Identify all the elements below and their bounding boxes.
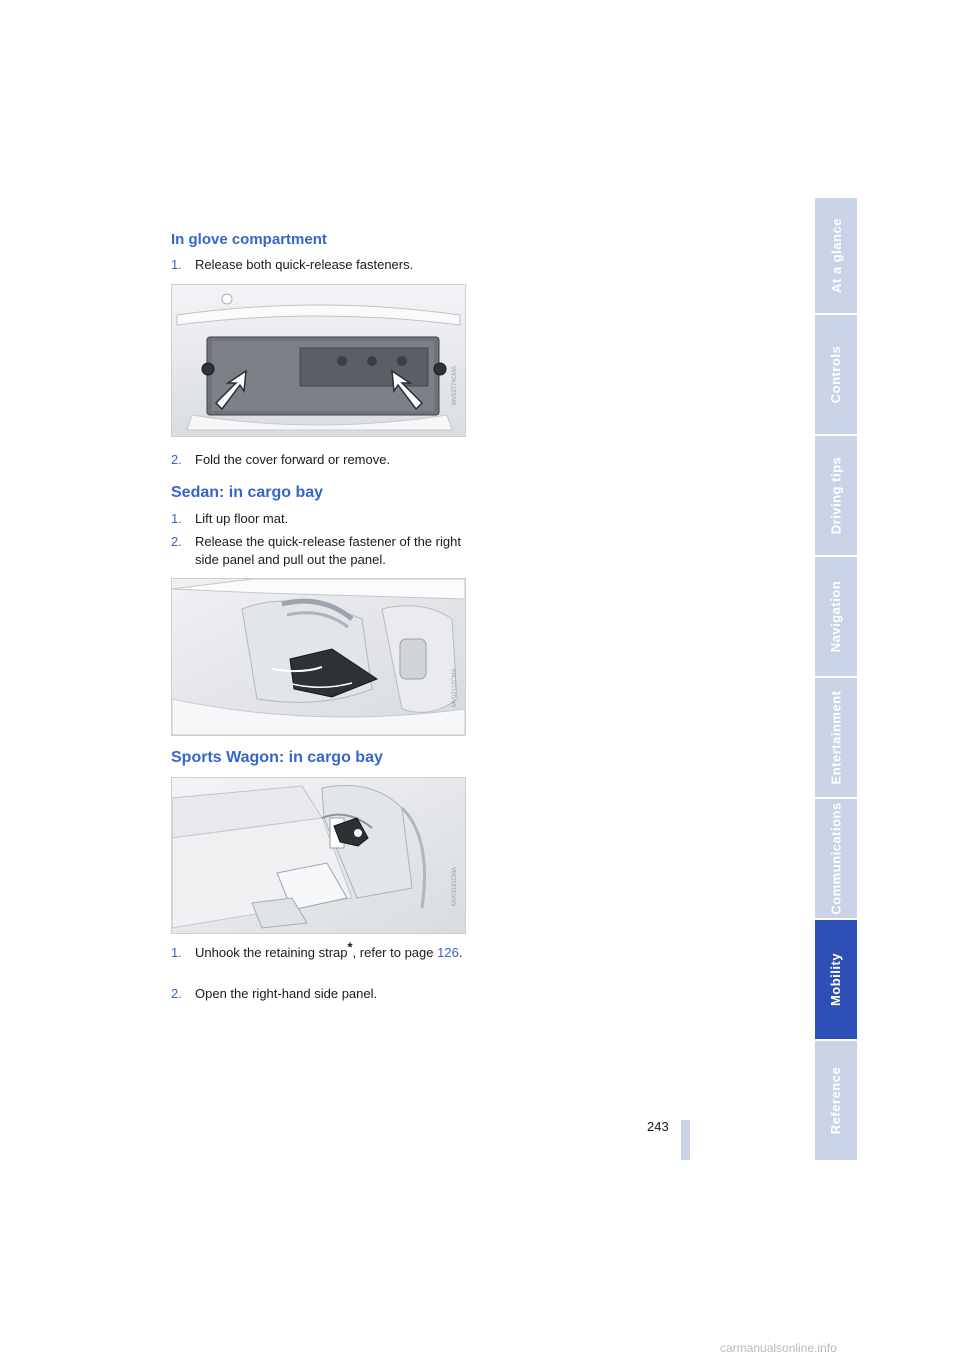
step-text: Release both quick-release fasteners. [195,257,414,272]
glove-compartment-illustration [172,285,465,436]
figure-code: MV02774CMA [452,365,458,405]
chapter-tabs [815,198,857,1160]
tab-label: At a glance [828,218,844,293]
step-text-part: . [458,945,463,960]
tab-driving-tips[interactable] [815,436,857,555]
step-number: 2. [171,986,182,1001]
step-text-part: Unhook the retaining strap [195,945,348,960]
step-number: 2. [171,534,182,549]
tab-mobility[interactable] [815,920,857,1039]
tab-at-a-glance[interactable] [815,198,857,313]
step-text: Open the right-hand side panel. [195,986,378,1001]
tab-label: Mobility [828,952,844,1007]
page-reference-link[interactable]: 126 [437,945,459,960]
step-text-part: , refer to page [352,945,438,960]
tab-communications[interactable] [815,799,857,918]
step-text: Fold the cover forward or remove. [195,452,391,467]
figure-code: MV02112CMA [452,668,458,707]
page-number-bar [681,1120,690,1160]
step-number: 1. [171,257,182,272]
page-number: 243 [647,1119,669,1134]
tab-label: Driving tips [828,456,844,535]
step-number: 1. [171,511,182,526]
sedan-cargo-bay-illustration [172,579,465,735]
tab-reference[interactable] [815,1041,857,1160]
tab-label: Navigation [828,580,844,653]
heading-sedan-cargo-bay: Sedan: in cargo bay [171,484,324,501]
tab-label: Communications [828,802,844,915]
tab-controls[interactable] [815,315,857,434]
tab-label: Controls [828,345,844,404]
tab-label: Entertainment [828,690,844,785]
figure-sports-wagon-cargo-bay [171,777,466,934]
sports-wagon-cargo-bay-illustration [172,778,465,933]
figure-glove-compartment [171,284,466,437]
step-text: Lift up floor mat. [195,511,289,526]
tab-entertainment[interactable] [815,678,857,797]
tab-navigation[interactable] [815,557,857,676]
step-number: 2. [171,452,182,467]
step-text: Release the quick-release fastener of the right side panel and pull out the panel. [195,534,461,567]
heading-glove-compartment: In glove compartment [171,231,327,248]
heading-sports-wagon-cargo-bay: Sports Wagon: in cargo bay [171,749,383,766]
step-text [195,939,475,962]
figure-sedan-cargo-bay [171,578,466,736]
optional-equipment-asterisk: * [347,939,353,955]
figure-code: MV03181CMA [452,866,458,906]
watermark: carmanualsonline.info [720,1341,837,1355]
tab-label: Reference [828,1066,844,1135]
step-number: 1. [171,945,182,960]
